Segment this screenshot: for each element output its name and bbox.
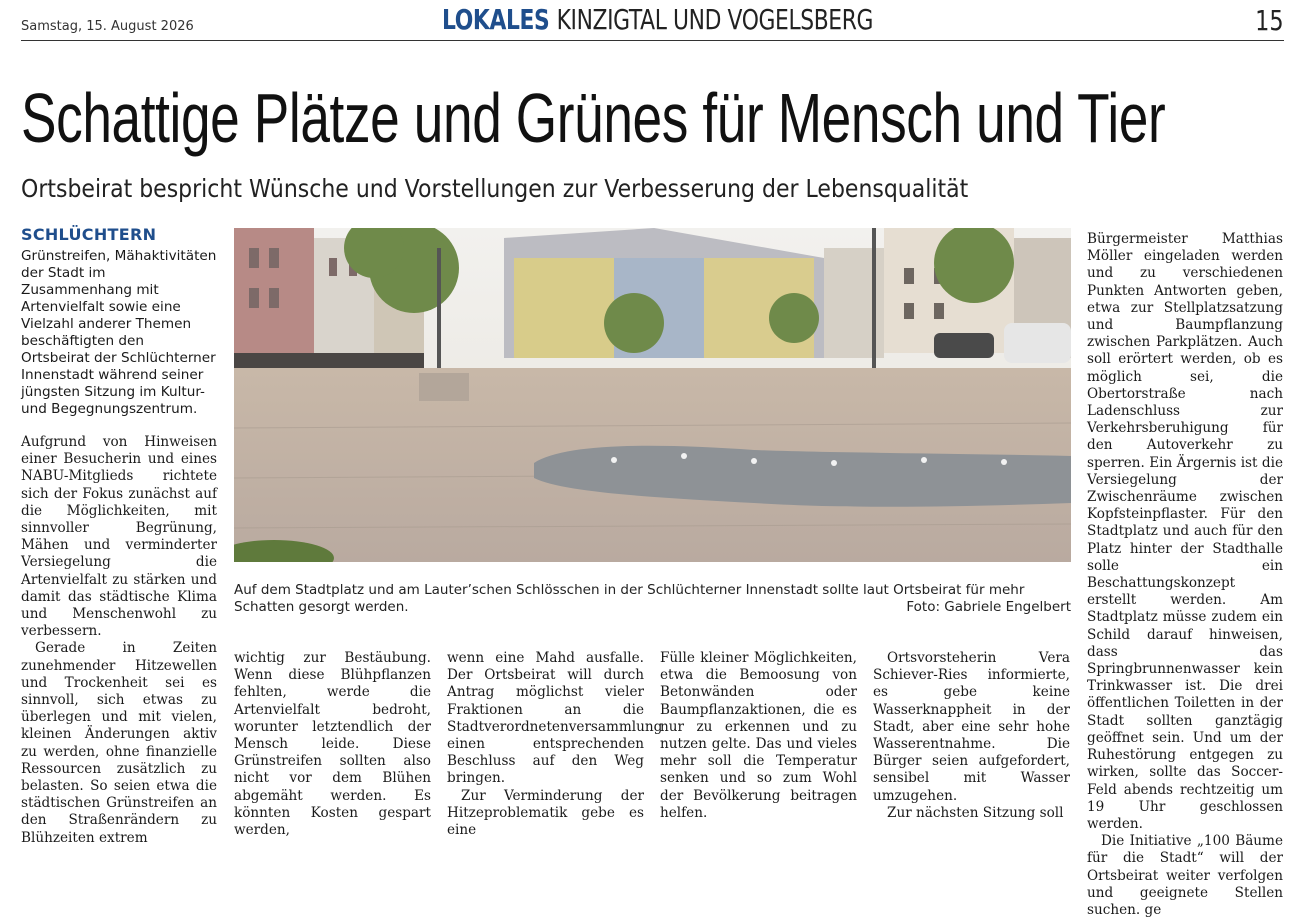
paragraph: Gerade in Zeiten zunehmender Hitzewellen und Trockenheit sei es sinnvoll, sich etwas zu überlegen und mit vielen, kleinen Änderungen aktiv zu werden, ohne finanzielle Ressourcen zusätzlich zu belasten. So seien etwa die städtischen Grünstreifen an den Straßenrändern zu Blühzeiten extrem bbox=[21, 640, 217, 846]
text-column-3 bbox=[447, 650, 663, 839]
paragraph: Fülle kleiner Möglichkeiten, etwa die Bemoosung von Betonwänden oder Baumpflanzaktionen, die es nur zu erkennen und zu nutzen gelte. Das und vieles mehr soll die Temperatur senken und so zum Wohl der Bevölkerung beitragen helfen. bbox=[660, 650, 857, 821]
photo-caption: Auf dem Stadtplatz und am Lauter’schen Schlösschen in der Schlüchterner Innenstadt sollte laut Ortsbeirat für mehr Schatten gesorgt werden. bbox=[234, 582, 1025, 615]
paragraph: Ortsvorsteherin Vera Schiever-Ries informierte, es gebe keine Wasserknappheit in der Stadt, aber eine sehr hohe Wasserentnahme. Die Bürger seien aufgefordert, sensibel mit Wasser umzugehen. bbox=[873, 650, 1070, 804]
section-highlight: LOKALES bbox=[442, 3, 550, 36]
page-number: 15 bbox=[1255, 4, 1284, 37]
article-photo bbox=[234, 228, 1071, 562]
photo-credit: Foto: Gabriele Engelbert bbox=[906, 599, 1071, 615]
article-headline: Schattige Plätze und Grünes für Mensch und Tier bbox=[21, 79, 1166, 157]
text-column-6 bbox=[1087, 231, 1283, 919]
text-column-2 bbox=[234, 650, 431, 839]
header-divider bbox=[21, 40, 1284, 41]
text-column-4 bbox=[660, 650, 857, 822]
paragraph: Aufgrund von Hinweisen einer Besucherin und eines NABU-Mitglieds richtete sich der Fokus zunächst auf die Möglichkeiten, mit sinnvoller Begrünung, Mähen und verminderter Versiegelung die Artenvielfalt zu stärken und damit das städtische Klima und Menschenwohl zu verbessern. bbox=[21, 434, 217, 640]
issue-date: Samstag, 15. August 2026 bbox=[21, 19, 194, 34]
paragraph: wenn eine Mahd ausfalle. Der Ortsbeirat will durch Antrag möglichst vieler Fraktionen an die Stadtverordnetenversammlung einen entsprechenden Beschluss auf den Weg bringen. bbox=[447, 650, 663, 787]
text-column-1 bbox=[21, 225, 217, 847]
section-region: KINZIGTAL UND VOGELSBERG bbox=[556, 3, 874, 36]
paragraph: Die Initiative „100 Bäume für die Stadt“ will der Ortsbeirat weiter verfolgen und geeignete Stellen suchen. ge bbox=[1087, 833, 1283, 918]
article-lead: Grünstreifen, Mähaktivitäten der Stadt im Zusammenhang mit Artenvielfalt sowie eine Vielzahl anderer Themen beschäftigten den Ortsbeirat der Schlüchterner Innenstadt während seiner jüngsten Sitzung im Kultur- und Begegnungszentrum. bbox=[21, 248, 217, 417]
section-title bbox=[442, 3, 873, 36]
paragraph: Bürgermeister Matthias Möller eingeladen werden und zu verschiedenen Punkten Antworten geben, etwa zur Stellplatzsatzung und Baumpflanzung zwischen Parkplätzen. Auch soll erörtert werden, ob es möglich sei, die Obertorstraße nach Ladenschluss zur Verkehrsberuhigung für den Autoverkehr zu sperren. Ein Ärgernis ist die Versiegelung der Zwischenräume zwischen Kopfsteinpflaster. Für den Stadtplatz und auch für den Platz hinter der Stadthalle solle ein Beschattungskonzept erstellt werden. Am Stadtplatz müsse zudem ein Schild darauf hinweisen, dass das Springbrunnenwasser kein Trinkwasser ist. Die drei öffentlichen Toiletten in der Stadt sollten ganztägig geöffnet sein. Und um der Ruhestörung entgegen zu wirken, sollte das Soccer-Feld abends rechtzeitig um 19 Uhr geschlossen werden. bbox=[1087, 231, 1283, 832]
paragraph: Zur nächsten Sitzung soll bbox=[887, 804, 1064, 821]
paragraph: wichtig zur Bestäubung. Wenn diese Blühpflanzen fehlten, werde die Artenvielfalt bedroht, worunter letztendlich der Mensch leide. Diese Grünstreifen sollten also nicht vor dem Blühen abgemäht werden. Es könnten Kosten gespart werden, bbox=[234, 650, 431, 839]
paragraph: Zur Verminderung der Hitzeproblematik gebe es eine bbox=[447, 787, 644, 839]
text-column-5 bbox=[873, 650, 1070, 822]
article-subheadline: Ortsbeirat bespricht Wünsche und Vorstellungen zur Verbesserung der Lebensqualität bbox=[21, 174, 969, 203]
dateline: SCHLÜCHTERN bbox=[21, 225, 157, 244]
